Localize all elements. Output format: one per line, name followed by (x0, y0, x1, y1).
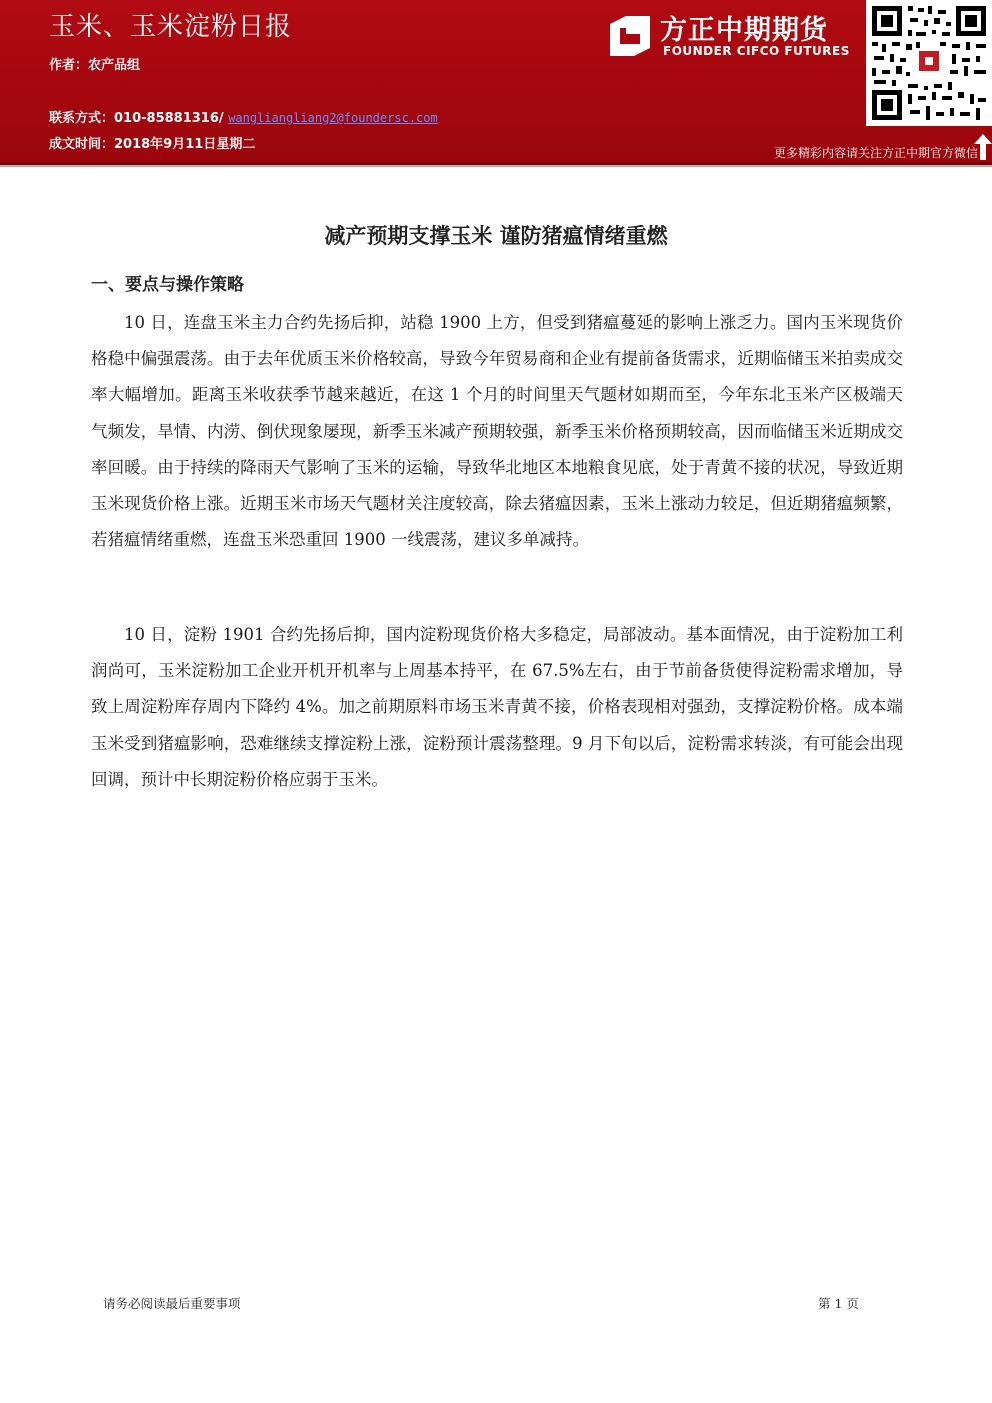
contact-label: 联系方式：010-85881316/ (49, 111, 224, 126)
paragraph-corn: 10 日，连盘玉米主力合约先扬后抑，站稳 1900 上方，但受到猪瘟蔓延的影响上涨乏力。国内玉米现货价格稳中偏强震荡。由于去年优质玉米价格较高，导致今年贸易商和企业有提前备货需求，近期临储玉米拍卖成交率大幅增加。距离玉米收获季节越来越近，在这 1 个月的时间里天气题材如期而至，今年东北玉米产区极端天气频发，旱情、内涝、倒伏现象屡现，新季玉米减产预期较强，新季玉米价格预期较高，因而临储玉米近期成交率回暖。由于持续的降雨天气影响了玉米的运输，导致华北地区本地粮食见底，处于青黄不接的状况，导致近期玉米现货价格上涨。近期玉米市场天气题材关注度较高，除去猪瘟因素，玉米上涨动力较足，但近期猪瘟频繁，若猪瘟情绪重燃，连盘玉米恐重回 1900 一线震荡，建议多单减持。 (91, 313, 903, 550)
founder-logo-icon (606, 14, 652, 58)
contact-email-link[interactable]: wangliangliang2@foundersc.com (228, 111, 438, 125)
header-divider (0, 165, 992, 167)
brand-name-en: FOUNDER CIFCO FUTURES (663, 44, 850, 58)
report-header (0, 0, 992, 165)
follow-wechat-text: 更多精彩内容请关注方正中期官方微信 (773, 146, 978, 160)
section-title: 一、要点与操作策略 (91, 275, 244, 295)
footer-notice: 请务必阅读最后重要事项 (103, 1296, 241, 1311)
qr-code-icon[interactable] (866, 0, 992, 126)
report-title: 玉米、玉米淀粉日报 (49, 12, 293, 42)
author-line: 作者：农产品组 (49, 58, 141, 73)
brand-name-cn: 方正中期期货 (660, 15, 828, 46)
paragraph-starch: 10 日，淀粉 1901 合约先扬后抑，国内淀粉现货价格大多稳定，局部波动。基本面情况，由于淀粉加工利润尚可，玉米淀粉加工企业开机开机率与上周基本持平，在 67.5%左右，由于节前备货使得淀粉需求增加，导致上周淀粉库存周内下降约 4%。加之前期原料市场玉米青黄不接，价格表现相对强劲，支撑淀粉价格。成本端玉米受到猪瘟影响，恐难继续支撑淀粉上涨，淀粉预计震荡整理。9 月下旬以后，淀粉需求转淡，有可能会出现回调，预计中长期淀粉价格应弱于玉米。 (91, 625, 903, 789)
document-title: 减产预期支撑玉米 谨防猪瘟情绪重燃 (324, 224, 668, 248)
up-arrow-icon (974, 134, 992, 160)
date-line: 成文时间：2018年9月11日星期二 (49, 137, 256, 152)
contact-line (49, 107, 438, 126)
page-number: 第 1 页 (818, 1296, 859, 1311)
